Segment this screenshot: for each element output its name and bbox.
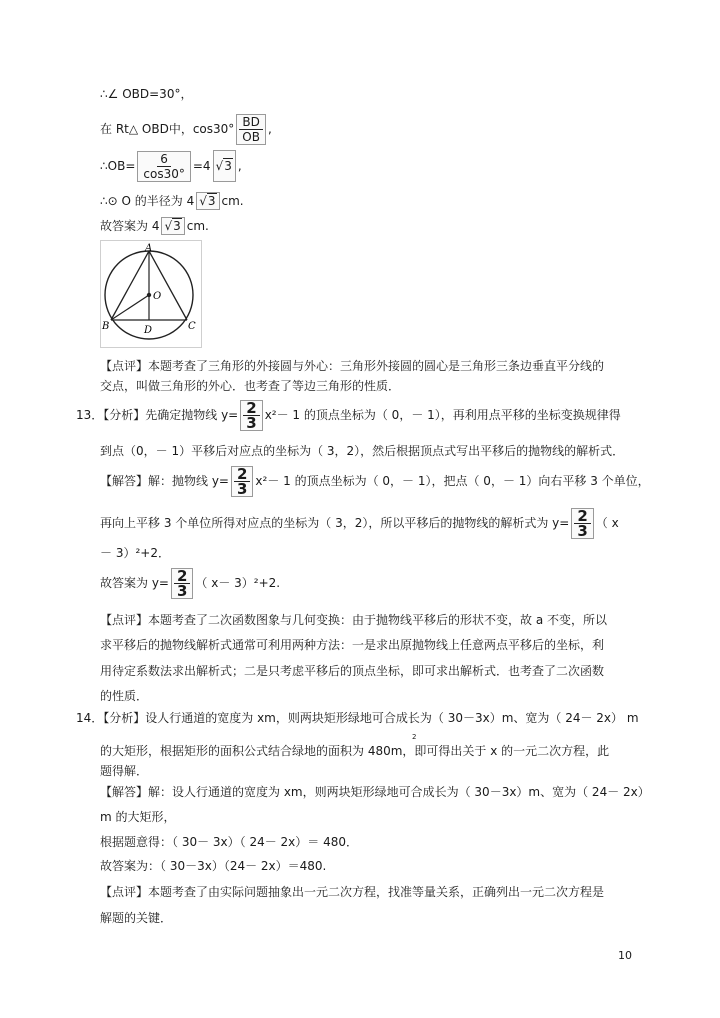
sqrt-radicand: 3	[173, 219, 181, 233]
s14-analysis-line-2: 的大矩形，根据矩形的面积公式结合绿地的面积为 480m，即可得出关于 x 的一元二次方程，此	[100, 744, 610, 758]
s12-cos-text: 在 Rt△ OBD中，cos30°	[100, 122, 235, 136]
s12-line-answer	[100, 217, 209, 235]
fraction-denominator: 3	[176, 582, 188, 600]
segment-ob	[111, 295, 149, 320]
s14-equation-line: 根据题意得：（ 30－ 3x）（ 24－ 2x）＝ 480．	[100, 835, 358, 849]
s12-answer-tail: cm.	[186, 219, 209, 233]
s13-answer-line	[100, 568, 280, 599]
s13-solution-line-2	[100, 508, 619, 539]
s13-answer-tail: （ x－ 3）²+2.	[195, 576, 281, 590]
figure-svg	[101, 241, 201, 347]
fraction-denominator: 3	[577, 522, 588, 540]
s12-comment-line-2: 交点，叫做三角形的外心．也考查了等边三角形的性质．	[100, 379, 401, 393]
s12-line-angle: ∴∠ OBD=30°，	[100, 87, 193, 101]
s13-comment-line-3: 用待定系数法求出解析式；二是只考虑平移后的顶点坐标，即可求出解析式．也考查了二次函数	[100, 664, 605, 678]
fraction-bd-ob	[236, 114, 266, 145]
s14-analysis-line-3: 题得解．	[100, 764, 149, 778]
label-b: B	[102, 321, 110, 332]
s12-line-cos	[100, 114, 272, 145]
side-ab	[111, 251, 149, 320]
s13-comment-line-1: 【点评】本题考查了二次函数图象与几何变换：由于抛物线平移后的形状不变，故 a 不变，所以	[100, 613, 607, 627]
fraction-denominator: cos30°	[143, 167, 185, 181]
fraction-2-3	[240, 400, 262, 431]
s12-comment-line-1: 【点评】本题考查了三角形的外接圆与外心：三角形外接圆的圆心是三角形三条边垂直平分线的	[100, 359, 605, 373]
s12-line-ob	[100, 150, 242, 182]
s12-radius-tail: cm.	[221, 194, 244, 208]
s12-ob-text: ∴OB=	[100, 159, 136, 173]
label-d: D	[144, 325, 153, 336]
fraction-6-cos30	[137, 151, 190, 182]
fraction-2-3	[571, 508, 593, 539]
fraction-denominator: OB	[242, 130, 260, 144]
label-o: O	[153, 291, 162, 302]
fraction-2-3	[171, 568, 193, 599]
sqrt-3: √3	[161, 217, 184, 235]
s14-analysis-line-1: 14．【分析】设人行通道的宽度为 xm，则两块矩形绿地可合成长为（ 30－3x）m、宽为（ 24－ 2x） m	[76, 711, 639, 725]
fraction-numerator: 2	[234, 467, 250, 482]
s13-solution-line-1	[100, 466, 650, 497]
s13-analysis-text: 13．【分析】先确定抛物线 y=	[76, 408, 239, 422]
s12-cos-tail: ,	[267, 122, 272, 136]
fraction-numerator: 6	[157, 152, 171, 167]
fraction-numerator: BD	[239, 115, 262, 130]
s14-superscript-2: 2	[412, 733, 417, 741]
sqrt-3: √3	[196, 192, 219, 210]
s14-comment-line-2: 解题的关键．	[100, 911, 173, 925]
s13-analysis-line-1	[76, 400, 621, 431]
s14-answer-line: 故答案为：（ 30－3x）（24－ 2x）＝480.	[100, 859, 327, 873]
s13-analysis-line-2: 到点（0，－ 1）平移后对应点的坐标为（ 3，2），然后根据顶点式写出平移后的抛物线的解析式．	[100, 444, 625, 458]
s12-radius-text: ∴⊙ O 的半径为 4	[100, 194, 195, 208]
s13-analysis-tail: x²－ 1 的顶点坐标为（ 0，－ 1），再利用点平移的坐标变换规律得	[264, 408, 621, 422]
s12-ob-mid: =4	[192, 159, 211, 173]
sqrt-radicand: 3	[207, 194, 216, 208]
label-c: C	[188, 321, 196, 332]
fraction-numerator: 2	[174, 569, 190, 584]
s13-solution-line-3: － 3）²+2．	[100, 546, 170, 560]
s13-solution-tail: x²－ 1 的顶点坐标为（ 0，－ 1），把点（ 0，－ 1）向右平移 3 个单位，	[255, 474, 650, 488]
fraction-numerator: 2	[243, 401, 259, 416]
circle-triangle-figure	[100, 240, 202, 348]
fraction-2-3	[231, 466, 253, 497]
s14-solution-line-1: 【解答】解：设人行通道的宽度为 xm，则两块矩形绿地可合成长为（ 30－3x）m、宽为（ 24－ 2x）	[100, 785, 650, 799]
side-ac	[149, 251, 187, 320]
s12-line-radius	[100, 192, 244, 210]
fraction-denominator: 3	[246, 414, 257, 432]
center-point	[147, 293, 151, 297]
sqrt-3: √3	[213, 150, 236, 182]
s14-comment-line-1: 【点评】本题考查了由实际问题抽象出一元二次方程，找准等量关系，正确列出一元二次方程是	[100, 885, 605, 899]
s13-solution-2-text: 再向上平移 3 个单位所得对应点的坐标为（ 3，2），所以平移后的抛物线的解析式为 y=	[100, 516, 570, 530]
s13-comment-line-2: 求平移后的抛物线解析式通常可利用两种方法：一是求出原抛物线上任意两点平移后的坐标，利	[100, 638, 605, 652]
s14-solution-line-2: m 的大矩形，	[100, 810, 176, 824]
s13-comment-line-4: 的性质．	[100, 689, 149, 703]
s13-solution-2-tail: （ x	[595, 516, 619, 530]
sqrt-radicand: 3	[224, 159, 232, 173]
fraction-numerator: 2	[574, 509, 590, 524]
s12-ob-tail: ,	[237, 159, 242, 173]
s12-answer-text: 故答案为 4	[100, 219, 160, 233]
s13-solution-text: 【解答】解：抛物线 y=	[100, 474, 229, 488]
s13-answer-text: 故答案为 y=	[100, 576, 169, 590]
label-a: A	[145, 243, 153, 254]
page-number: 10	[618, 949, 632, 962]
fraction-denominator: 3	[236, 480, 248, 498]
